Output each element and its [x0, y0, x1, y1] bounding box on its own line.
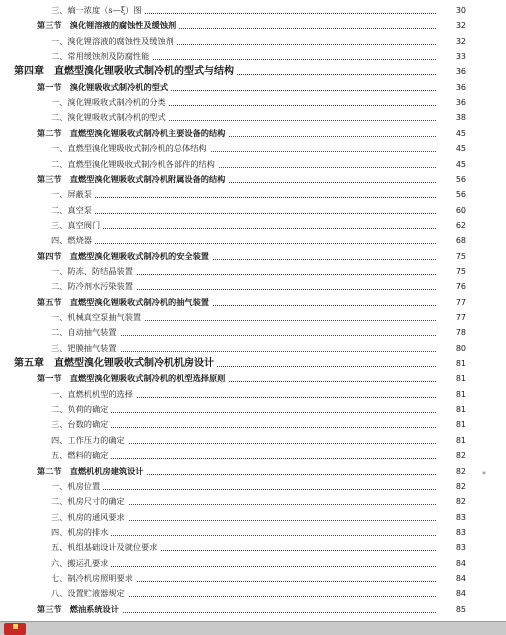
toc-entry-page-number: 36 [440, 64, 466, 79]
toc-entry-item[interactable] [0, 49, 506, 64]
toc-entry-page-number: 38 [440, 110, 466, 125]
toc-entry-page-number: 45 [440, 126, 466, 141]
toc-entry-page-number: 56 [440, 187, 466, 202]
toc-entry-title: 三、熵一浓度（s—ξ）图 [51, 3, 145, 18]
toc-entry-item[interactable] [0, 264, 506, 279]
dot-leader [61, 566, 436, 567]
dot-leader [61, 412, 436, 413]
toc-entry-page-number: 30 [440, 3, 466, 18]
toc-entry-title: 二、直燃型溴化锂吸收式制冷机各部件的结构 [51, 157, 218, 172]
toc-entry-page-number: 75 [440, 249, 466, 264]
toc-entry-chapter[interactable] [0, 356, 506, 371]
dot-leader [61, 197, 436, 198]
toc-entry-page-number: 45 [440, 141, 466, 156]
dot-leader [61, 489, 436, 490]
toc-entry-title: 三、钯膜抽气装置 [51, 341, 120, 356]
toc-entry-item[interactable] [0, 233, 506, 248]
toc-entry-page-number: 81 [440, 433, 466, 448]
toc-entry-page-number: 84 [440, 556, 466, 571]
toc-entry-item[interactable] [0, 525, 506, 540]
toc-entry-item[interactable] [0, 417, 506, 432]
toc-entry-title: 第二节 直燃机机房建筑设计 [37, 464, 146, 479]
toc-entry-title: 一、机房位置 [51, 479, 103, 494]
toc-entry-page-number: 75 [440, 264, 466, 279]
toc-entry-page-number: 81 [440, 402, 466, 417]
toc-entry-page-number: 83 [440, 525, 466, 540]
app-glyph-icon [13, 624, 18, 629]
toc-entry-title: 一、直燃型溴化锂吸收式制冷机的总体结构 [51, 141, 210, 156]
toc-entry-item[interactable] [0, 494, 506, 509]
toc-entry-item[interactable] [0, 479, 506, 494]
toc-entry-page-number: 33 [440, 49, 466, 64]
toc-entry-title: 一、溴化锂吸收式制冷机的分类 [51, 95, 169, 110]
app-icon[interactable] [4, 623, 26, 635]
toc-entry-title: 一、机械真空泵抽气装置 [51, 310, 144, 325]
toc-entry-title: 二、自动抽气装置 [51, 325, 120, 340]
taskbar [0, 621, 506, 635]
toc-entry-title: 六、搬运孔要求 [51, 556, 111, 571]
toc-entry-title: 二、常用缓蚀剂及防腐性能 [51, 49, 152, 64]
toc-entry-title: 第四节 直燃型溴化锂吸收式制冷机的安全装置 [37, 249, 212, 264]
toc-entry-title: 二、溴化锂吸收式制冷机的型式 [51, 110, 169, 125]
dot-leader [61, 213, 436, 214]
toc-entry-section[interactable] [0, 126, 506, 141]
toc-entry-title: 二、真空泵 [51, 203, 95, 218]
toc-entry-item[interactable] [0, 218, 506, 233]
toc-entry-title: 第五章 直燃型溴化锂吸收式制冷机机房设计 [14, 356, 217, 371]
dot-leader [61, 535, 436, 536]
toc-entry-page-number: 80 [440, 341, 466, 356]
toc-entry-item[interactable] [0, 586, 506, 601]
toc-entry-section[interactable] [0, 172, 506, 187]
toc-entry-page-number: 84 [440, 586, 466, 601]
toc-entry-section[interactable] [0, 18, 506, 33]
toc-entry-title: 三、真空阀门 [51, 218, 103, 233]
toc-entry-page-number: 82 [440, 464, 466, 479]
toc-entry-item[interactable] [0, 556, 506, 571]
toc-entry-title: 五、机组基础设计及就位要求 [51, 540, 160, 555]
toc-entry-page-number: 84 [440, 571, 466, 586]
toc-entry-item[interactable] [0, 3, 506, 18]
toc-entry-section[interactable] [0, 80, 506, 95]
toc-entry-page-number: 77 [440, 310, 466, 325]
toc-entry-title: 二、机房尺寸的确定 [51, 494, 128, 509]
toc-entry-section[interactable] [0, 464, 506, 479]
toc-entry-section[interactable] [0, 295, 506, 310]
toc-entry-title: 一、直燃机机型的选择 [51, 387, 136, 402]
toc-entry-item[interactable] [0, 279, 506, 294]
dot-leader [61, 228, 436, 229]
margin-marks: * [482, 470, 486, 479]
toc-entry-item[interactable] [0, 433, 506, 448]
toc-entry-section[interactable] [0, 371, 506, 386]
toc-entry-page-number: 60 [440, 203, 466, 218]
toc-entry-page-number: 77 [440, 295, 466, 310]
toc-entry-title: 三、机房的通风要求 [51, 510, 128, 525]
toc-entry-title: 二、负荷的确定 [51, 402, 111, 417]
toc-entry-page-number: 36 [440, 80, 466, 95]
toc-entry-page-number: 76 [440, 279, 466, 294]
toc-entry-page-number: 62 [440, 218, 466, 233]
toc-entry-page-number: 82 [440, 494, 466, 509]
toc-entry-item[interactable] [0, 34, 506, 49]
toc-entry-title: 四、工作压力的确定 [51, 433, 128, 448]
toc-entry-item[interactable] [0, 110, 506, 125]
toc-entry-title: 第一节 溴化锂吸收式制冷机的型式 [37, 80, 171, 95]
toc-entry-page-number: 81 [440, 417, 466, 432]
toc-entry-title: 四、燃烧器 [51, 233, 95, 248]
toc-entry-item[interactable] [0, 402, 506, 417]
toc-entry-item[interactable] [0, 510, 506, 525]
toc-entry-title: 第三节 溴化锂溶液的腐蚀性及缓蚀剂 [37, 18, 179, 33]
toc-entry-section[interactable] [0, 602, 506, 617]
dot-leader [61, 427, 436, 428]
toc-entry-page-number: 45 [440, 157, 466, 172]
toc-entry-item[interactable] [0, 540, 506, 555]
toc-entry-title: 第三节 直燃型溴化锂吸收式制冷机附属设备的结构 [37, 172, 228, 187]
toc-entry-title: 第三节 燃油系统设计 [37, 602, 122, 617]
toc-entry-title: 一、屏蔽泵 [51, 187, 95, 202]
toc-entry-page-number: 32 [440, 18, 466, 33]
toc-entry-title: 一、防冻、防结晶装置 [51, 264, 136, 279]
toc-entry-title: 第四章 直燃型溴化锂吸收式制冷机的型式与结构 [14, 64, 237, 79]
toc-entry-page-number: 82 [440, 448, 466, 463]
toc-entry-page-number: 85 [440, 602, 466, 617]
toc-entry-page-number: 83 [440, 540, 466, 555]
toc-entry-item[interactable] [0, 95, 506, 110]
toc-entry-item[interactable] [0, 387, 506, 402]
toc-entry-page-number: 32 [440, 34, 466, 49]
toc-entry-title: 四、机房的排水 [51, 525, 111, 540]
toc-entry-item[interactable] [0, 448, 506, 463]
toc-entry-title: 五、燃料的确定 [51, 448, 111, 463]
toc-entry-chapter[interactable] [0, 64, 506, 79]
toc-entry-title: 三、台数的确定 [51, 417, 111, 432]
toc-entry-page-number: 56 [440, 172, 466, 187]
toc-entry-page-number: 83 [440, 510, 466, 525]
toc-entry-title: 二、防冷剂水污染装置 [51, 279, 136, 294]
toc-entry-title: 第二节 直燃型溴化锂吸收式制冷机主要设备的结构 [37, 126, 228, 141]
toc-entry-item[interactable] [0, 325, 506, 340]
toc-entry-page-number: 81 [440, 371, 466, 386]
toc-entry-item[interactable] [0, 157, 506, 172]
toc-entry-item[interactable] [0, 310, 506, 325]
toc-entry-page-number: 81 [440, 387, 466, 402]
toc-entry-page-number: 82 [440, 479, 466, 494]
toc-entry-page-number: 68 [440, 233, 466, 248]
toc-entry-item[interactable] [0, 141, 506, 156]
toc-entry-item[interactable] [0, 571, 506, 586]
toc-entry-title: 一、溴化锂溶液的腐蚀性及缓蚀剂 [51, 34, 177, 49]
toc-entry-item[interactable] [0, 187, 506, 202]
toc-entry-title: 七、制冷机房照明要求 [51, 571, 136, 586]
dot-leader [61, 458, 436, 459]
toc-entry-item[interactable] [0, 203, 506, 218]
toc-entry-page-number: 36 [440, 95, 466, 110]
toc-entry-page-number: 81 [440, 356, 466, 371]
toc-entry-page-number: 78 [440, 325, 466, 340]
toc-entry-section[interactable] [0, 249, 506, 264]
toc-entry-title: 八、设置贮液器规定 [51, 586, 128, 601]
toc-entry-title: 第一节 直燃型溴化锂吸收式制冷机的机型选择原则 [37, 371, 228, 386]
toc-entry-title: 第五节 直燃型溴化锂吸收式制冷机的抽气装置 [37, 295, 212, 310]
dot-leader [61, 243, 436, 244]
toc-entry-item[interactable] [0, 341, 506, 356]
